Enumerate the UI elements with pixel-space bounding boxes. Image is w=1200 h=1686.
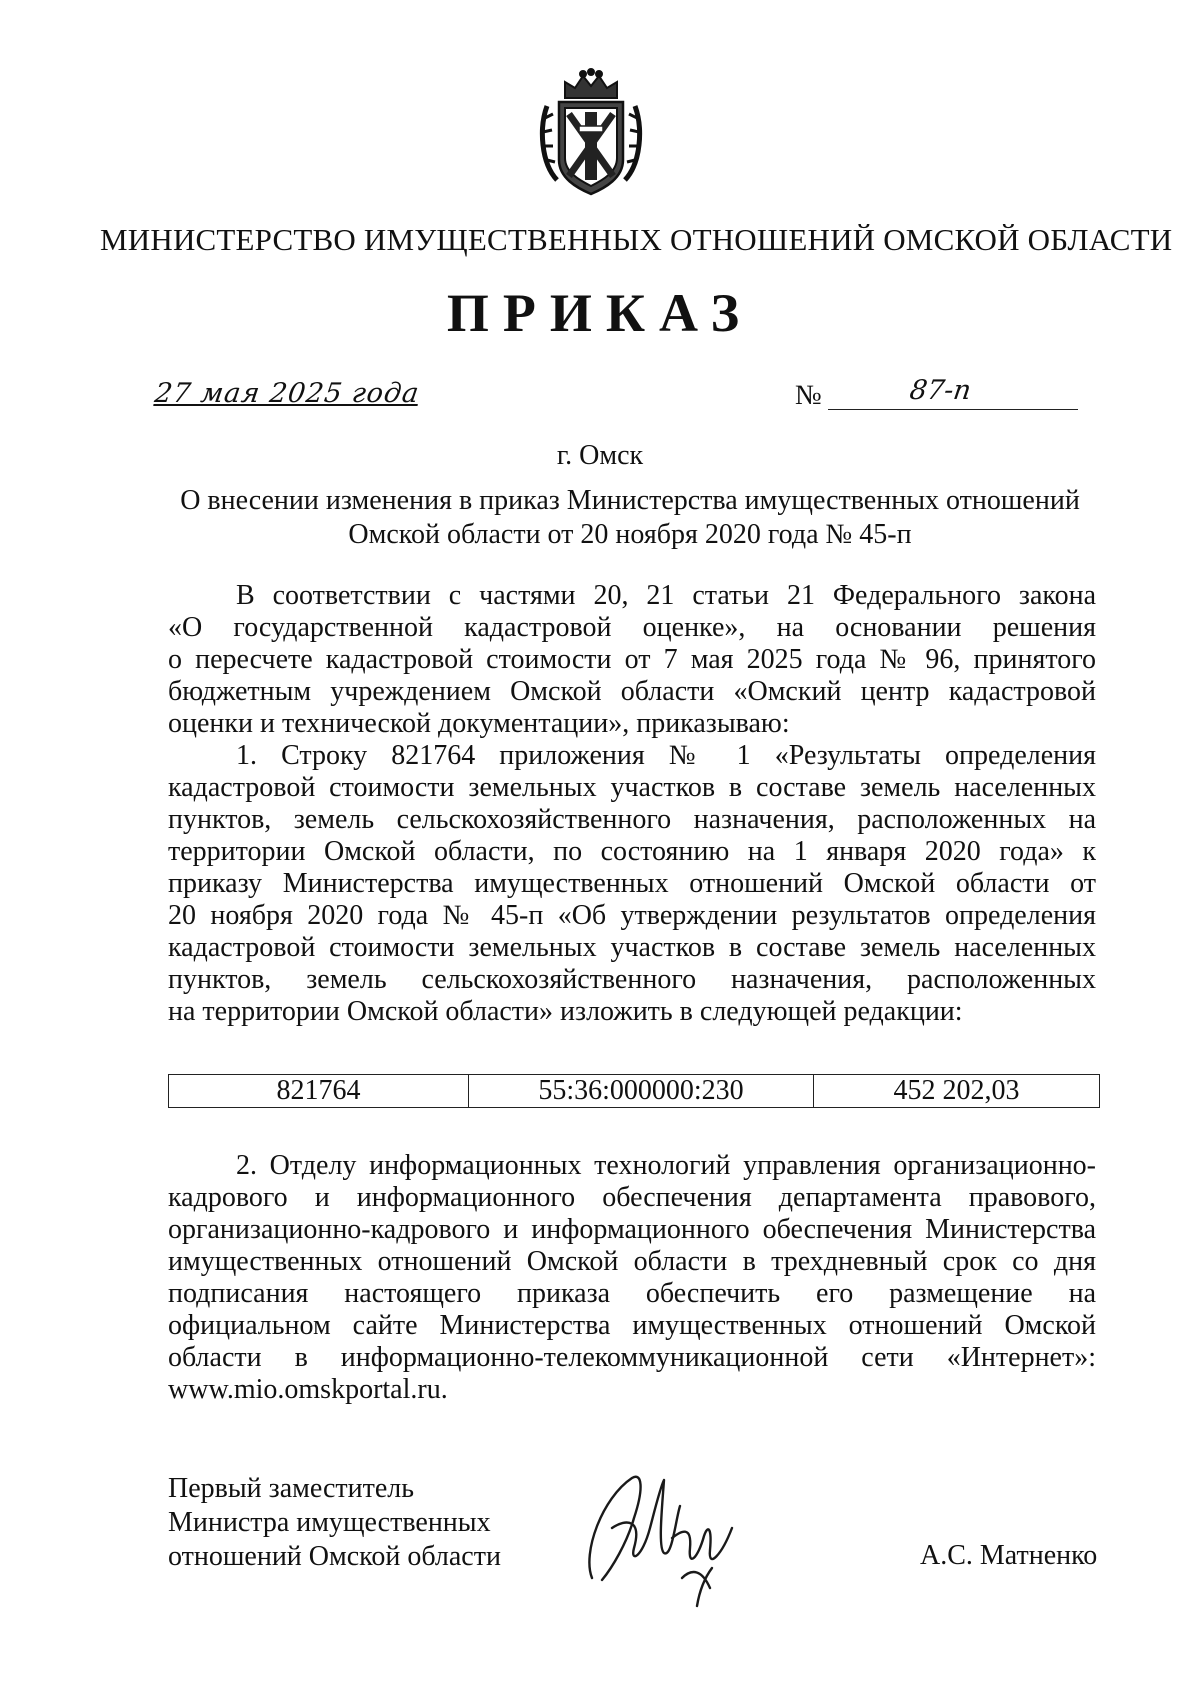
text-line: приказу Министерства имущественных отношений Омской области от — [168, 868, 1096, 899]
amendment-table-row — [168, 1074, 1100, 1108]
text-line: кадастровой стоимости земельных участков в составе земель населенных — [168, 932, 1096, 963]
text-line: официальном сайте Министерства имущественных отношений Омской — [168, 1310, 1096, 1341]
order-subject — [160, 484, 1100, 552]
intro-paragraph — [168, 580, 1096, 740]
text-line: 20 ноября 2020 года № 45-п «Об утверждении результатов определения — [168, 900, 1096, 931]
signer-name: А.С. Матненко — [920, 1540, 1098, 1571]
ministry-name: МИНИСТЕРСТВО ИМУЩЕСТВЕННЫХ ОТНОШЕНИЙ ОМСКОЙ ОБЛАСТИ — [100, 222, 1173, 257]
text-line: территории Омской области, по состоянию на 1 января 2020 года» к — [168, 836, 1096, 867]
position-line: Министра имущественных — [168, 1507, 491, 1538]
text-line: бюджетным учреждением Омской области «Омский центр кадастровой — [168, 676, 1096, 707]
subject-line: О внесении изменения в приказ Министерства имущественных отношений — [180, 485, 1080, 516]
handwritten-signature — [572, 1458, 752, 1608]
number-underline — [828, 409, 1078, 410]
coat-of-arms-emblem — [535, 68, 647, 198]
number-label: № — [795, 380, 822, 411]
position-line: Первый заместитель — [168, 1473, 415, 1504]
text-line: пунктов, земель сельскохозяйственного назначения, расположенных — [168, 964, 1096, 995]
text-line: имущественных отношений Омской области в трехдневный срок со дня — [168, 1246, 1096, 1277]
text-line: кадрового и информационного обеспечения департамента правового, — [168, 1182, 1096, 1213]
text-line: на территории Омской области» изложить в следующей редакции: — [168, 996, 963, 1027]
text-line: оценки и технической документации», приказываю: — [168, 708, 790, 739]
text-line: организационно-кадрового и информационного обеспечения Министерства — [168, 1214, 1096, 1245]
handwritten-date: 27 мая 2025 года — [152, 378, 422, 409]
text-line: В соответствии с частями 20, 21 статьи 21 Федерального закона — [236, 580, 1096, 611]
text-line: 2. Отделу информационных технологий управления организационно- — [236, 1150, 1096, 1181]
subject-line: Омской области от 20 ноября 2020 года № 45-п — [348, 519, 912, 550]
text-line: 1. Строку 821764 приложения № 1 «Результаты определения — [236, 740, 1096, 771]
text-line: «О государственной кадастровой оценке», на основании решения — [168, 612, 1096, 643]
text-line: о пересчете кадастровой стоимости от 7 мая 2025 года № 96, принятого — [168, 644, 1096, 675]
item-2-paragraph — [168, 1150, 1096, 1406]
city-label: г. Омск — [556, 440, 644, 471]
signatory-position — [168, 1472, 501, 1574]
handwritten-number: 87-п — [907, 375, 974, 406]
text-line: области в информационно-телекоммуникационной сети «Интернет»: — [168, 1342, 1096, 1373]
table-cell-cadastral-value: 452 202,03 — [893, 1075, 1020, 1106]
website-url: www.mio.omskportal.ru. — [168, 1374, 448, 1405]
table-cell-row-number: 821764 — [169, 1075, 469, 1107]
table-cell-cadastral-number: 55:36:000000:230 — [469, 1075, 814, 1107]
text-line: кадастровой стоимости земельных участков в составе земель населенных — [168, 772, 1096, 803]
position-line: отношений Омской области — [168, 1541, 501, 1572]
item-1-paragraph — [168, 740, 1096, 1028]
text-line: подписания настоящего приказа обеспечить его размещение на — [168, 1278, 1096, 1309]
text-line: пунктов, земель сельскохозяйственного назначения, расположенных на — [168, 804, 1096, 835]
document-type-title: ПРИКАЗ — [446, 283, 754, 343]
